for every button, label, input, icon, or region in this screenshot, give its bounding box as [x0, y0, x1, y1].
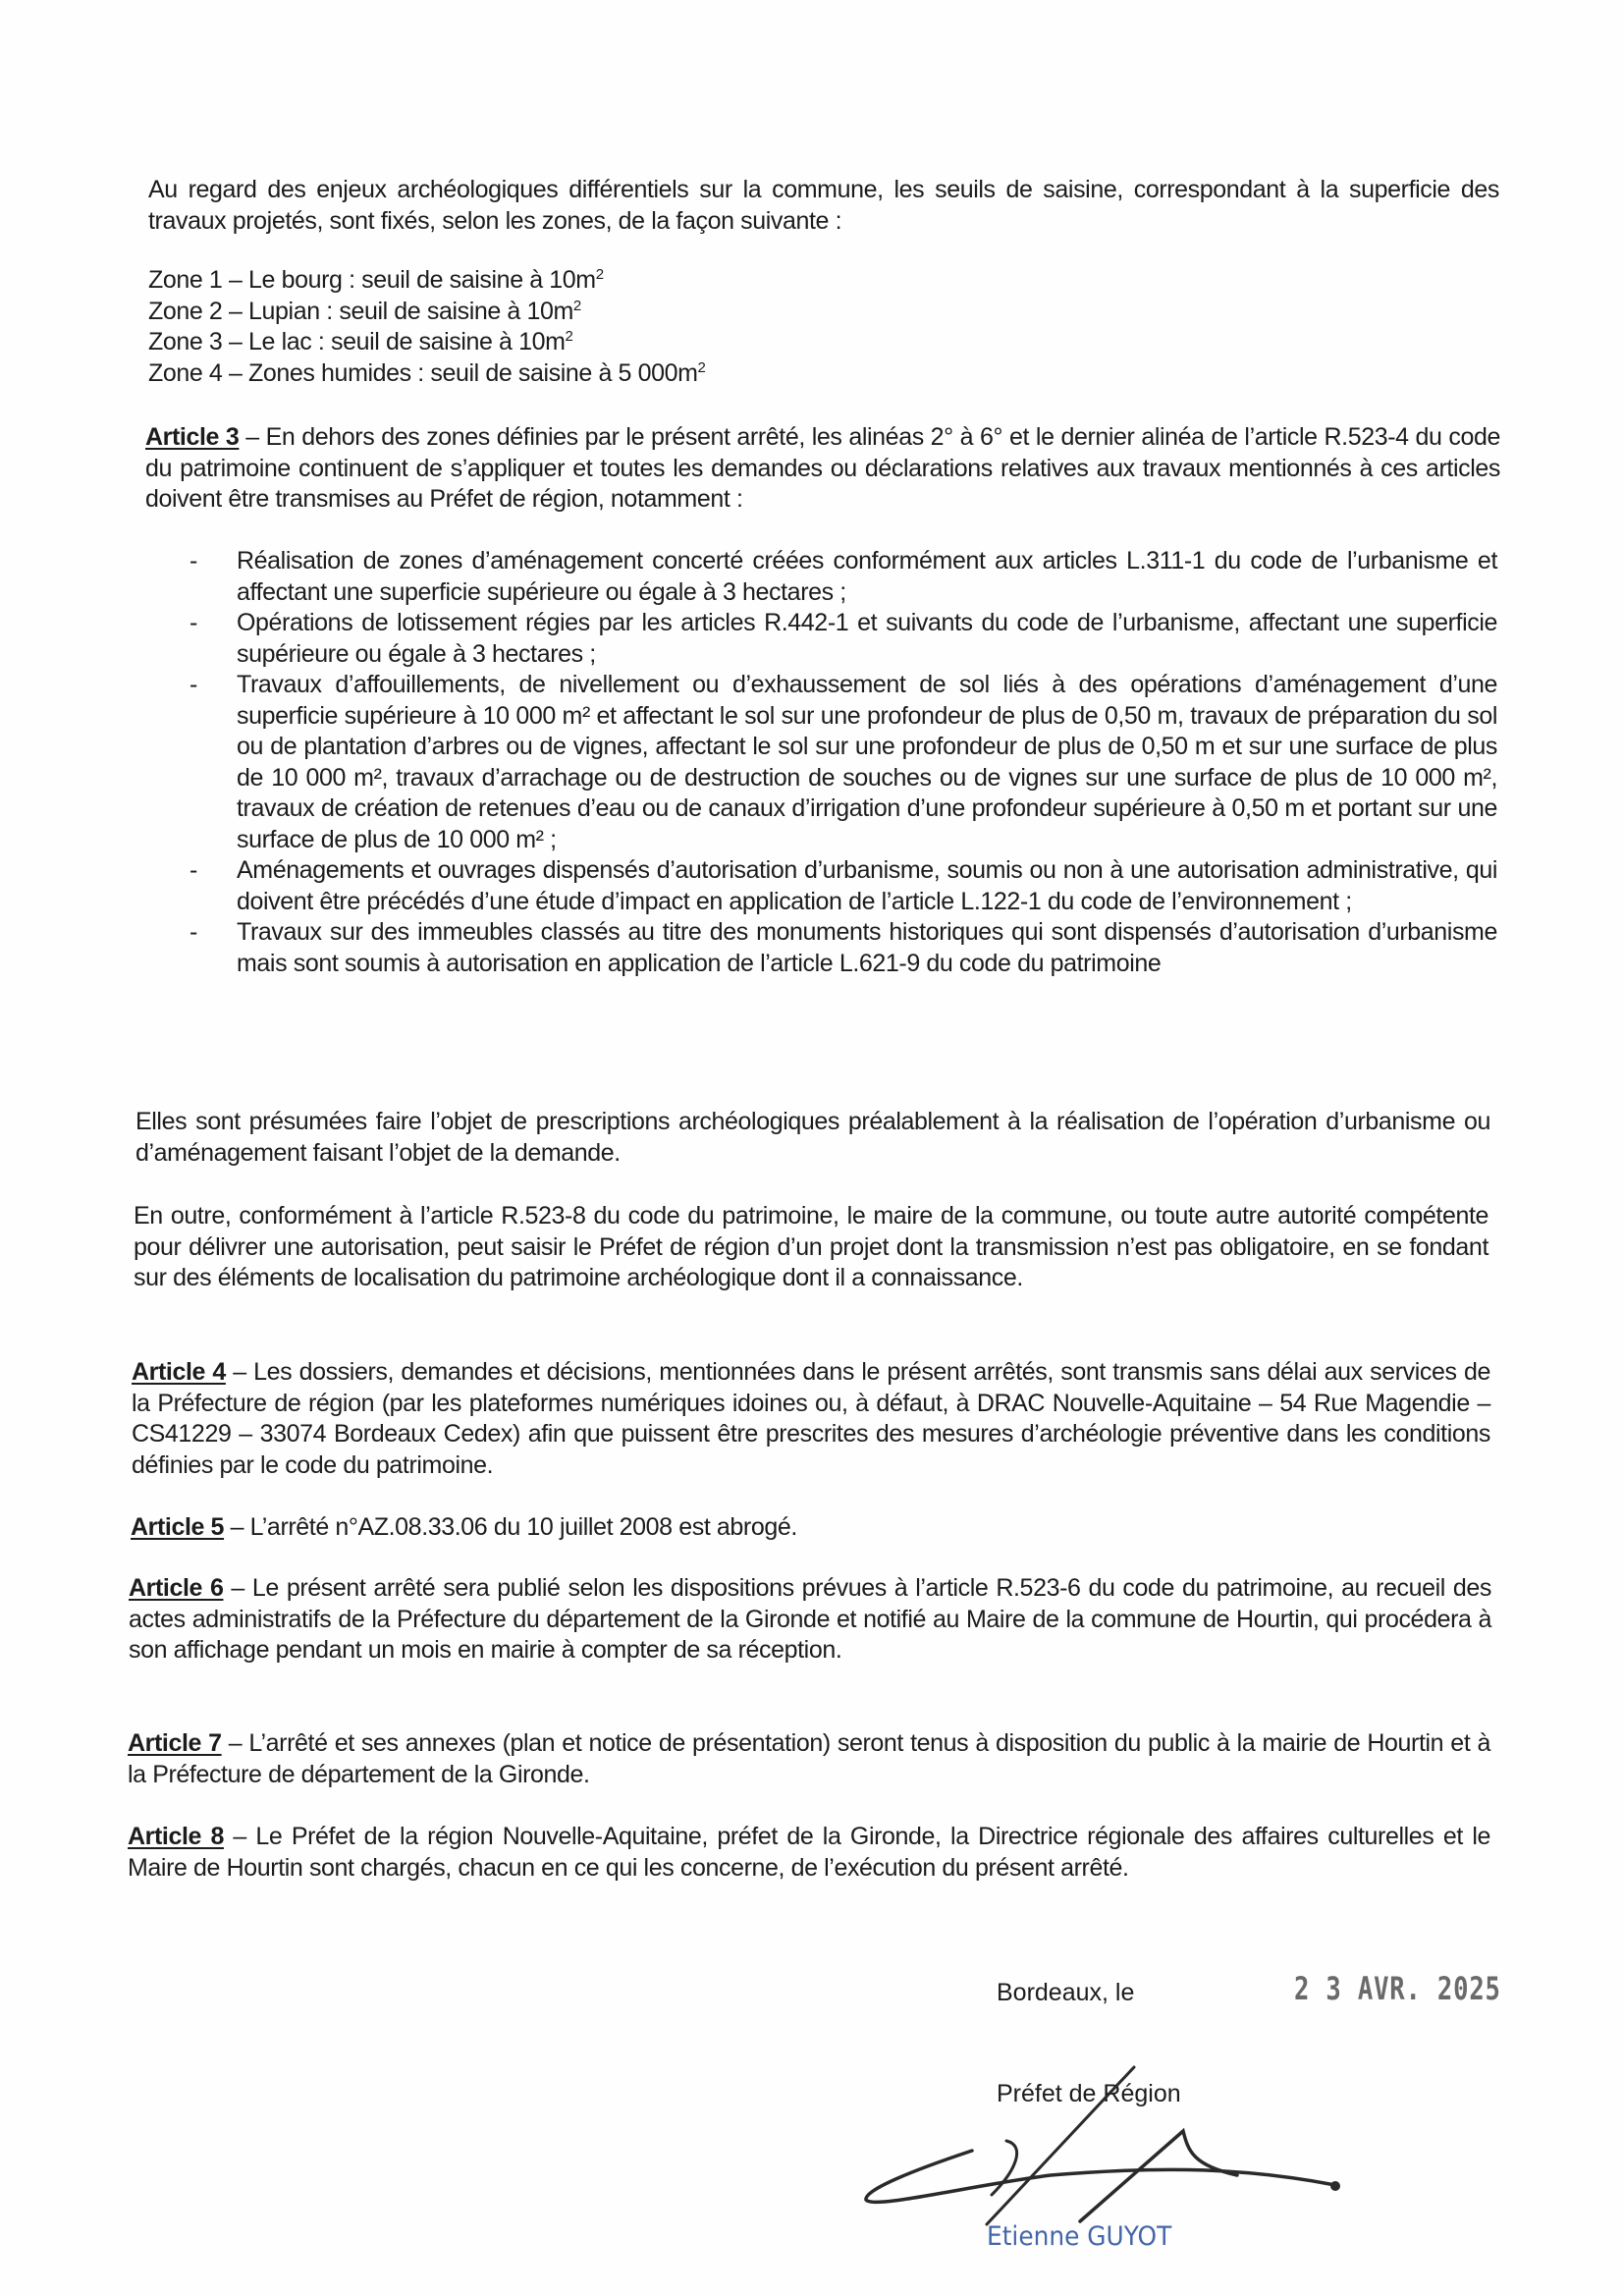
name-stamp: Etienne GUYOT — [987, 2221, 1172, 2252]
article-8-heading: Article 8 — [128, 1823, 224, 1850]
article-5: Article 5 – L’arrêté n°AZ.08.33.06 du 10 juillet 2008 est abrogé. — [131, 1513, 797, 1541]
zone-item: Zone 4 – Zones humides : seuil de saisine à 5 $000m^2$ — [148, 358, 706, 387]
further-paragraph: En outre, conformément à l’article R.523-8 du code du patrimoine, le maire de la commune, ou toute autre autorité compétente pour délivrer une autorisation, peut saisir le Préfet de région d’un projet dont la transmission n’est pas obligatoire, en se fondant sur des éléments de localisation du patrimoine archéologique dont il a connaissance. — [134, 1202, 1488, 1291]
article-3-text: – En dehors des zones définies par le présent arrêté, les alinéas 2° à 6° et le dernier alinéa de l’article R.523-4 du code du patrimoine continuent de s’appliquer et toutes les demandes ou déclarations relatives aux travaux mentionnés à ces articles doivent être transmises au Préfet de région, notamment : — [145, 423, 1500, 513]
signature-place: Bordeaux, le — [997, 1979, 1135, 2006]
article-7: Article 7 – L’arrêté et ses annexes (plan et notice de présentation) seront tenus à disposition du public à la mairie de Hourtin et à la Préfecture de département de la Gironde. — [128, 1729, 1490, 1788]
handwritten-signature-icon — [854, 2003, 1365, 2239]
zones-list — [148, 265, 705, 389]
bullet-item: - Travaux d’affouillements, de nivellement ou d’exhaussement de sol liés à des opérations d’aménagement d’une superficie supérieure à 10 000 m² et affectant le sol sur une profondeur de plus de 0,50 m, travaux de préparation du sol ou de plantation d’arbres ou de vignes, affectant le sol sur une profondeur de plus de 0,50 m et sur une surface de plus de 10 000 m², travaux d’arrachage ou de destruction de souches ou de vignes sur une surface de plus de 10 000 m², travaux de création de retenues d’eau ou de canaux d’irrigation d’une profondeur supérieure à 0,50 m et portant sur une surface de plus de 10 000 m² ; — [189, 671, 1497, 853]
intro-paragraph — [148, 175, 1499, 237]
article-4-heading: Article 4 — [132, 1358, 226, 1386]
date-stamp: 2 3 AVR. 2025 — [1294, 1970, 1501, 2007]
bullet-item: - Réalisation de zones d’aménagement concerté créées conformément aux articles L.311-1 du code de l’urbanisme et affectant une superficie supérieure ou égale à 3 hectares ; — [189, 547, 1497, 606]
article-4: Article 4 – Les dossiers, demandes et décisions, mentionnées dans le présent arrêtés, sont transmis sans délai aux services de la Préfecture de région (par les plateformes numériques idoines ou, à défaut, à DRAC Nouvelle-Aquitaine – 54 Rue Magendie – CS41229 – 33074 Bordeaux Cedex) afin que puissent être prescrites des mesures d’archéologie préventive dans les conditions définies par le code du patrimoine. — [132, 1358, 1491, 1479]
zone-item: Zone 2 – Lupian : seuil de saisine à $10m^2$ — [148, 297, 581, 325]
zone-item: Zone 3 – Le lac : seuil de saisine à $10m^2$ — [148, 328, 573, 355]
article-3-heading: Article 3 — [145, 423, 240, 451]
article-7-heading: Article 7 — [128, 1729, 222, 1757]
article-6-heading: Article 6 — [129, 1574, 224, 1602]
intro-text: Au regard des enjeux archéologiques différentiels sur la commune, les seuils de saisine, correspondant à la superficie des travaux projetés, sont fixés, selon les zones, de la façon suivante : — [148, 176, 1499, 235]
bullet-item: - Aménagements et ouvrages dispensés d’autorisation d’urbanisme, soumis ou non à une autorisation administrative, qui doivent être précédés d’une étude d’impact en application de l’article L.122-1 du code de l’environnement ; — [189, 856, 1497, 915]
article-3 — [145, 422, 1500, 516]
zone-item: Zone 1 – Le bourg : seuil de saisine à $10m^2$ — [148, 266, 604, 294]
article-3-bullets — [182, 546, 1497, 979]
article-6: Article 6 – Le présent arrêté sera publié selon les dispositions prévues à l’article R.523-6 du code du patrimoine, au recueil des actes administratifs de la Préfecture du département de la Gironde et notifié au Maire de la commune de Hourtin, qui procédera à son affichage pendant un mois en mairie à compter de sa réception. — [129, 1574, 1492, 1664]
presumption-paragraph: Elles sont présumées faire l’objet de prescriptions archéologiques préalablement à la réalisation de l’opération d’urbanisme ou d’aménagement faisant l’objet de la demande. — [135, 1108, 1490, 1167]
signature-role: Préfet de Région — [997, 2080, 1181, 2107]
article-8: Article 8 – Le Préfet de la région Nouvelle-Aquitaine, préfet de la Gironde, la Directrice régionale des affaires culturelles et le Maire de Hourtin sont chargés, chacun en ce qui les concerne, de l’exécution du présent arrêté. — [128, 1823, 1490, 1882]
bullet-item: - Travaux sur des immeubles classés au titre des monuments historiques qui sont dispensés d’autorisation d’urbanisme mais sont soumis à autorisation en application de l’article L.621-9 du code du patrimoine — [189, 918, 1497, 977]
bullet-item: - Opérations de lotissement régies par les articles R.442-1 et suivants du code de l’urbanisme, affectant une superficie supérieure ou égale à 3 hectares ; — [189, 609, 1497, 668]
article-5-heading: Article 5 — [131, 1513, 225, 1541]
